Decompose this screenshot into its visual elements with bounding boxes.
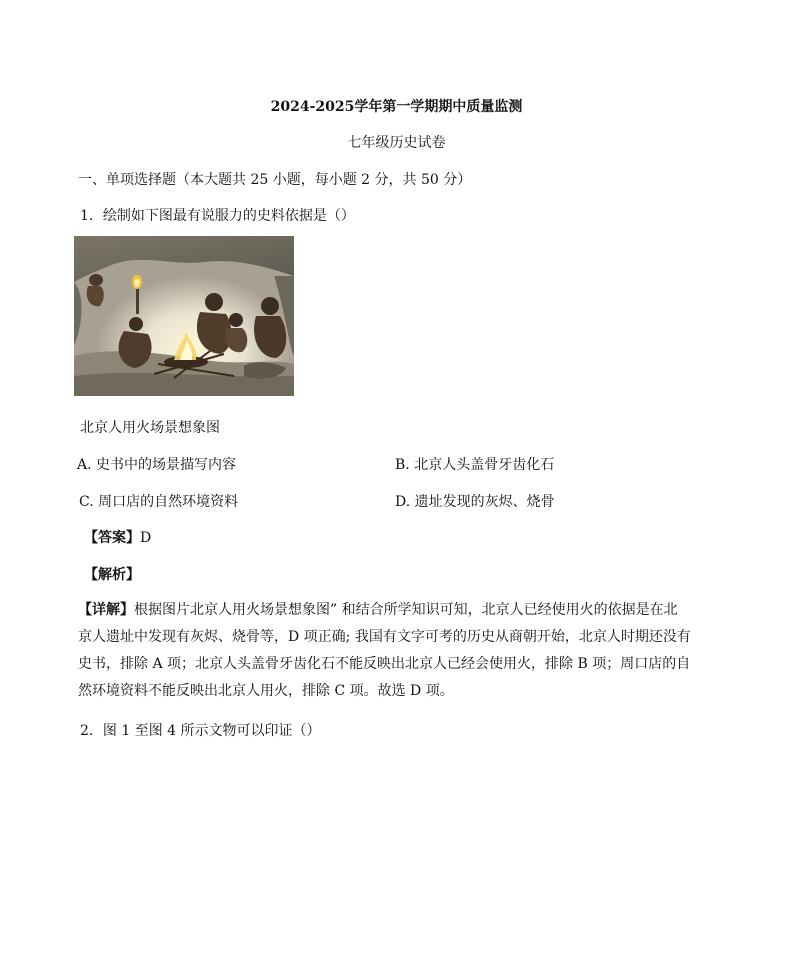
- cave-scene-image: [74, 236, 294, 396]
- section-heading: 一、单项选择题（本大题共 25 小题，每小题 2 分，共 50 分）: [78, 172, 472, 188]
- answer-line: [84, 527, 151, 547]
- question-1-stem: 1．绘制如下图最有说服力的史料依据是（）: [80, 208, 355, 224]
- detail-line-4: 然环境资料不能反映出北京人用火，排除 C 项。故选 D 项。: [78, 683, 454, 699]
- analysis-label: 【解析】: [84, 567, 140, 583]
- exam-subtitle: 七年级历史试卷: [347, 135, 446, 151]
- option-c: C. 周口店的自然环境资料: [79, 494, 239, 510]
- question-2-stem: 2．图 1 至图 4 所示文物可以印证（）: [80, 723, 321, 739]
- detail-line-1: 【详解】根据图片北京人用火场景想象图” 和结合所学知识可知，北京人已经使用火的依据是在北: [78, 602, 678, 618]
- figure-caption: 北京人用火场景想象图: [80, 420, 220, 436]
- option-b: B. 北京人头盖骨牙齿化石: [395, 457, 555, 473]
- option-a: A. 史书中的场景描写内容: [77, 457, 237, 473]
- beijing-man-fire-illustration: [74, 236, 294, 396]
- detail-line-2: 京人遗址中发现有灰烬、烧骨等，D 项正确; 我国有文字可考的历史从商朝开始，北京人时期还没有: [78, 629, 691, 645]
- answer-label: 【答案】: [84, 530, 140, 546]
- detail-line-3: 史书，排除 A 项；北京人头盖骨牙齿化石不能反映出北京人已经会使用火，排除 B 项；周口店的自: [78, 656, 691, 672]
- exam-title: 2024-2025学年第一学期期中质量监测: [270, 99, 523, 115]
- option-d: D. 遗址发现的灰烬、烧骨: [395, 494, 555, 510]
- detail-label: 【详解】: [78, 602, 134, 618]
- detail-paragraph: [78, 597, 698, 705]
- answer-value: D: [140, 530, 152, 546]
